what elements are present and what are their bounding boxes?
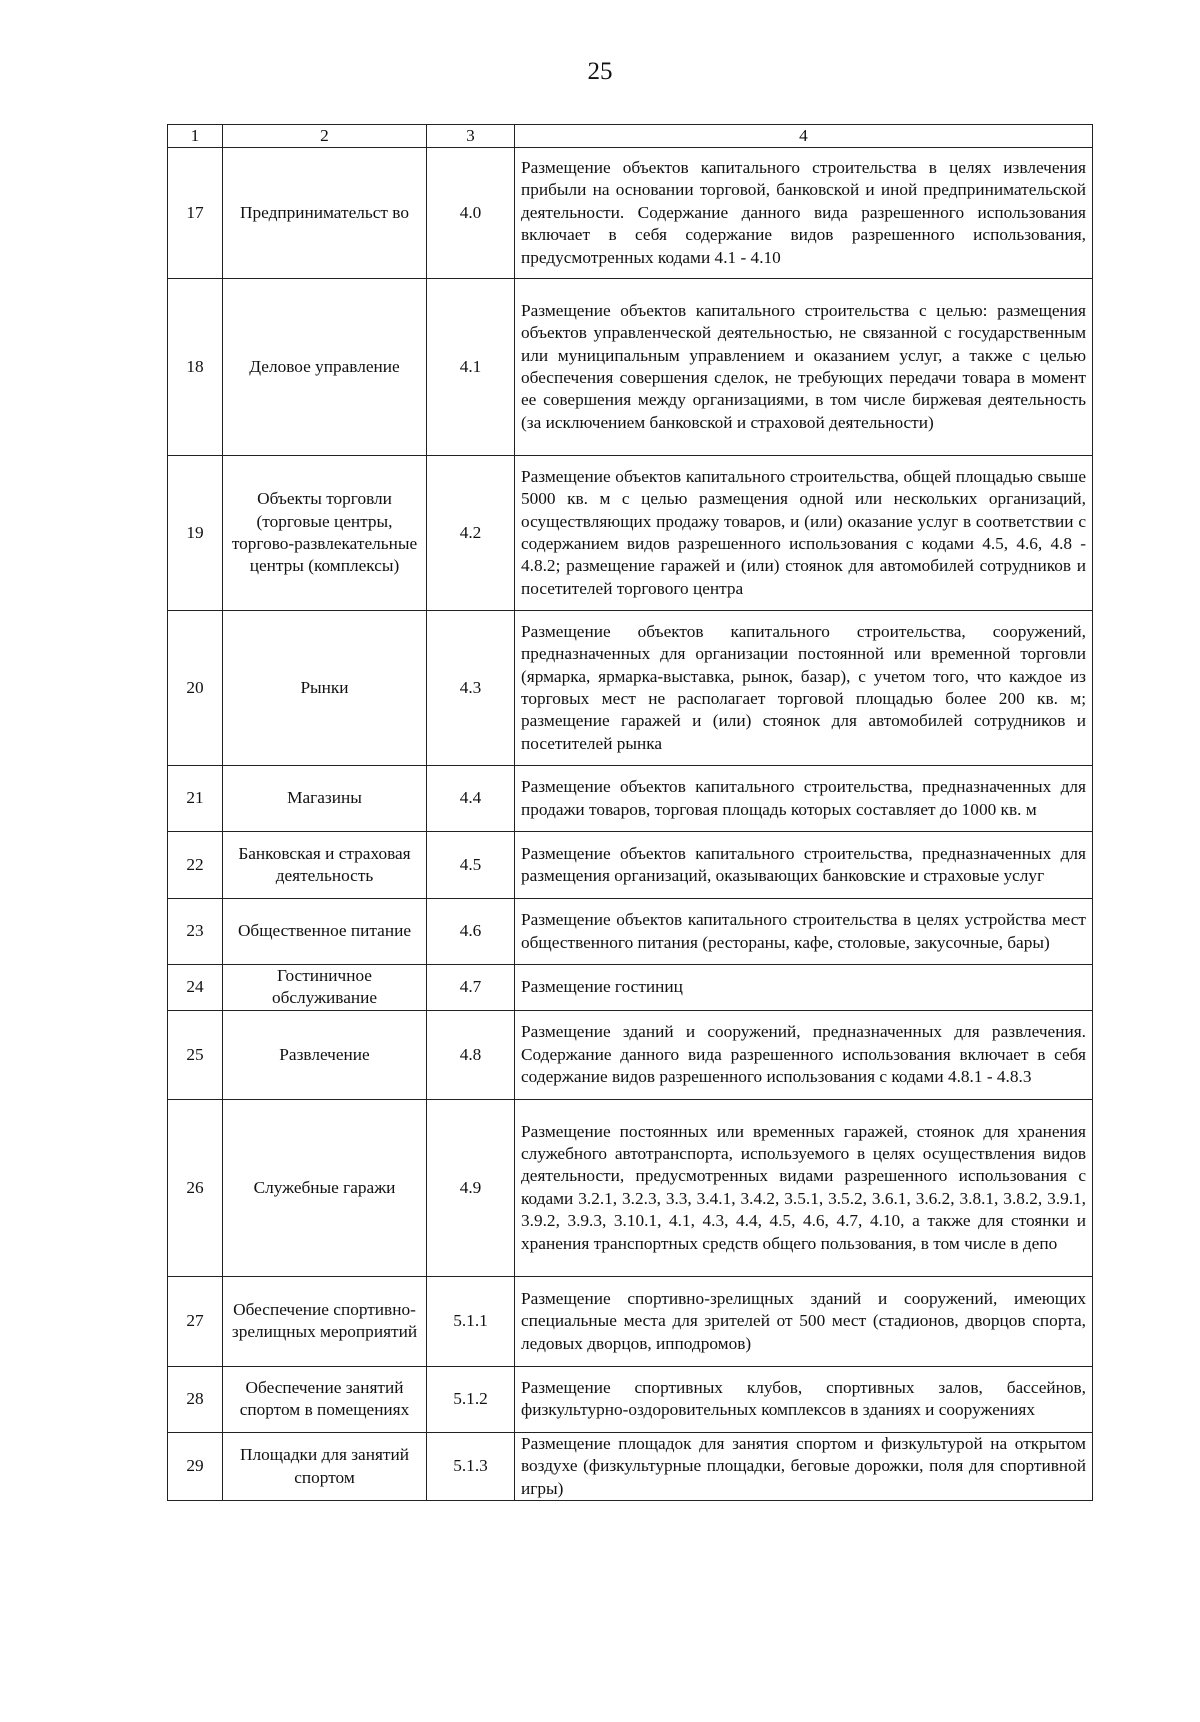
land-use-code: 4.2 xyxy=(427,456,515,611)
land-use-code: 4.3 xyxy=(427,611,515,766)
land-use-description: Размещение объектов капитального строительства, сооружений, предназначенных для организации постоянной или временной торговли (ярмарка, ярмарка-выставка, рынок, базар), с учетом того, что каждое из торговых мест не располагает торговой площадью более 200 кв. м; размещение гаражей и (или) стоянок для автомобилей сотрудников и посетителей рынка xyxy=(515,611,1093,766)
table-row xyxy=(168,279,1093,456)
table-row xyxy=(168,965,1093,1011)
table-row xyxy=(168,148,1093,279)
row-number: 21 xyxy=(168,766,223,832)
land-use-code: 4.6 xyxy=(427,899,515,965)
header-cell: 4 xyxy=(515,125,1093,148)
land-use-code: 4.5 xyxy=(427,832,515,899)
land-use-code: 5.1.2 xyxy=(427,1366,515,1432)
land-use-description: Размещение спортивных клубов, спортивных залов, бассейнов, физкультурно-оздоровительных комплексов в зданиях и сооружениях xyxy=(515,1366,1093,1432)
table-row xyxy=(168,766,1093,832)
land-use-code: 4.8 xyxy=(427,1010,515,1099)
land-use-description: Размещение объектов капитального строительства с целью: размещения объектов управленческой деятельностью, не связанной с государственным или муниципальным управлением и оказанием услуг, а также с целью обеспечения совершения сделок, не требующих передачи товара в момент ее совершения между организациями, в том числе биржевая деятельность (за исключением банковской и страховой деятельности) xyxy=(515,279,1093,456)
land-use-name: Общественное питание xyxy=(223,899,427,965)
land-use-name: Обеспечение спортивно-зрелищных мероприятий xyxy=(223,1276,427,1366)
table-row xyxy=(168,899,1093,965)
table-row xyxy=(168,611,1093,766)
table-row xyxy=(168,1366,1093,1432)
row-number: 23 xyxy=(168,899,223,965)
table-row xyxy=(168,1010,1093,1099)
row-number: 17 xyxy=(168,148,223,279)
land-use-name: Служебные гаражи xyxy=(223,1099,427,1276)
land-use-code: 5.1.1 xyxy=(427,1276,515,1366)
land-use-code: 4.1 xyxy=(427,279,515,456)
table-body xyxy=(168,125,1093,1501)
land-use-description: Размещение постоянных или временных гаражей, стоянок для хранения служебного автотранспорта, используемого в целях осуществления видов деятельности, предусмотренных видами разрешенного использования с кодами 3.2.1, 3.2.3, 3.3, 3.4.1, 3.4.2, 3.5.1, 3.5.2, 3.6.1, 3.6.2, 3.8.1, 3.8.2, 3.9.1, 3.9.2, 3.9.3, 3.10.1, 4.1, 4.3, 4.4, 4.5, 4.6, 4.7, 4.10, а также для стоянки и хранения транспортных средств общего пользования, в том числе в депо xyxy=(515,1099,1093,1276)
row-number: 25 xyxy=(168,1010,223,1099)
land-use-description: Размещение гостиниц xyxy=(515,965,1093,1011)
row-number: 28 xyxy=(168,1366,223,1432)
land-use-name: Развлечение xyxy=(223,1010,427,1099)
row-number: 22 xyxy=(168,832,223,899)
row-number: 27 xyxy=(168,1276,223,1366)
land-use-name: Деловое управление xyxy=(223,279,427,456)
header-cell: 1 xyxy=(168,125,223,148)
land-use-name: Предпринимательст во xyxy=(223,148,427,279)
land-use-code: 4.9 xyxy=(427,1099,515,1276)
table-row xyxy=(168,832,1093,899)
row-number: 26 xyxy=(168,1099,223,1276)
header-cell: 2 xyxy=(223,125,427,148)
land-use-name: Магазины xyxy=(223,766,427,832)
land-use-name: Гостиничное обслуживание xyxy=(223,965,427,1011)
row-number: 24 xyxy=(168,965,223,1011)
land-use-name: Рынки xyxy=(223,611,427,766)
table-row xyxy=(168,1432,1093,1500)
land-use-table xyxy=(167,124,1093,1501)
land-use-name: Банковская и страховая деятельность xyxy=(223,832,427,899)
row-number: 20 xyxy=(168,611,223,766)
row-number: 29 xyxy=(168,1432,223,1500)
header-cell: 3 xyxy=(427,125,515,148)
land-use-description: Размещение объектов капитального строительства в целях извлечения прибыли на основании торговой, банковской и иной предпринимательской деятельности. Содержание данного вида разрешенного использования включает в себя содержание видов разрешенного использования, предусмотренных кодами 4.1 - 4.10 xyxy=(515,148,1093,279)
row-number: 19 xyxy=(168,456,223,611)
table-row xyxy=(168,456,1093,611)
table-row xyxy=(168,1099,1093,1276)
row-number: 18 xyxy=(168,279,223,456)
page-number: 25 xyxy=(587,58,613,85)
land-use-name: Объекты торговли (торговые центры, торгово-развлекательные центры (комплексы) xyxy=(223,456,427,611)
land-use-description: Размещение объектов капитального строительства, предназначенных для размещения организаций, оказывающих банковские и страховые услуг xyxy=(515,832,1093,899)
land-use-description: Размещение объектов капитального строительства в целях устройства мест общественного питания (рестораны, кафе, столовые, закусочные, бары) xyxy=(515,899,1093,965)
land-use-description: Размещение зданий и сооружений, предназначенных для развлечения. Содержание данного вида разрешенного использования включает в себя содержание видов разрешенного использования с кодами 4.8.1 - 4.8.3 xyxy=(515,1010,1093,1099)
land-use-description: Размещение площадок для занятия спортом и физкультурой на открытом воздухе (физкультурные площадки, беговые дорожки, поля для спортивной игры) xyxy=(515,1432,1093,1500)
land-use-code: 4.0 xyxy=(427,148,515,279)
land-use-code: 5.1.3 xyxy=(427,1432,515,1500)
land-use-name: Площадки для занятий спортом xyxy=(223,1432,427,1500)
land-use-code: 4.4 xyxy=(427,766,515,832)
table-header-row xyxy=(168,125,1093,148)
land-use-description: Размещение спортивно-зрелищных зданий и сооружений, имеющих специальные места для зрителей от 500 мест (стадионов, дворцов спорта, ледовых дворцов, ипподромов) xyxy=(515,1276,1093,1366)
land-use-description: Размещение объектов капитального строительства, общей площадью свыше 5000 кв. м с целью размещения одной или нескольких организаций, осуществляющих продажу товаров, и (или) оказание услуг в соответствии с содержанием видов разрешенного использования с кодами 4.5, 4.6, 4.8 - 4.8.2; размещение гаражей и (или) стоянок для автомобилей сотрудников и посетителей торгового центра xyxy=(515,456,1093,611)
table-row xyxy=(168,1276,1093,1366)
land-use-name: Обеспечение занятий спортом в помещениях xyxy=(223,1366,427,1432)
land-use-code: 4.7 xyxy=(427,965,515,1011)
land-use-description: Размещение объектов капитального строительства, предназначенных для продажи товаров, торговая площадь которых составляет до 1000 кв. м xyxy=(515,766,1093,832)
